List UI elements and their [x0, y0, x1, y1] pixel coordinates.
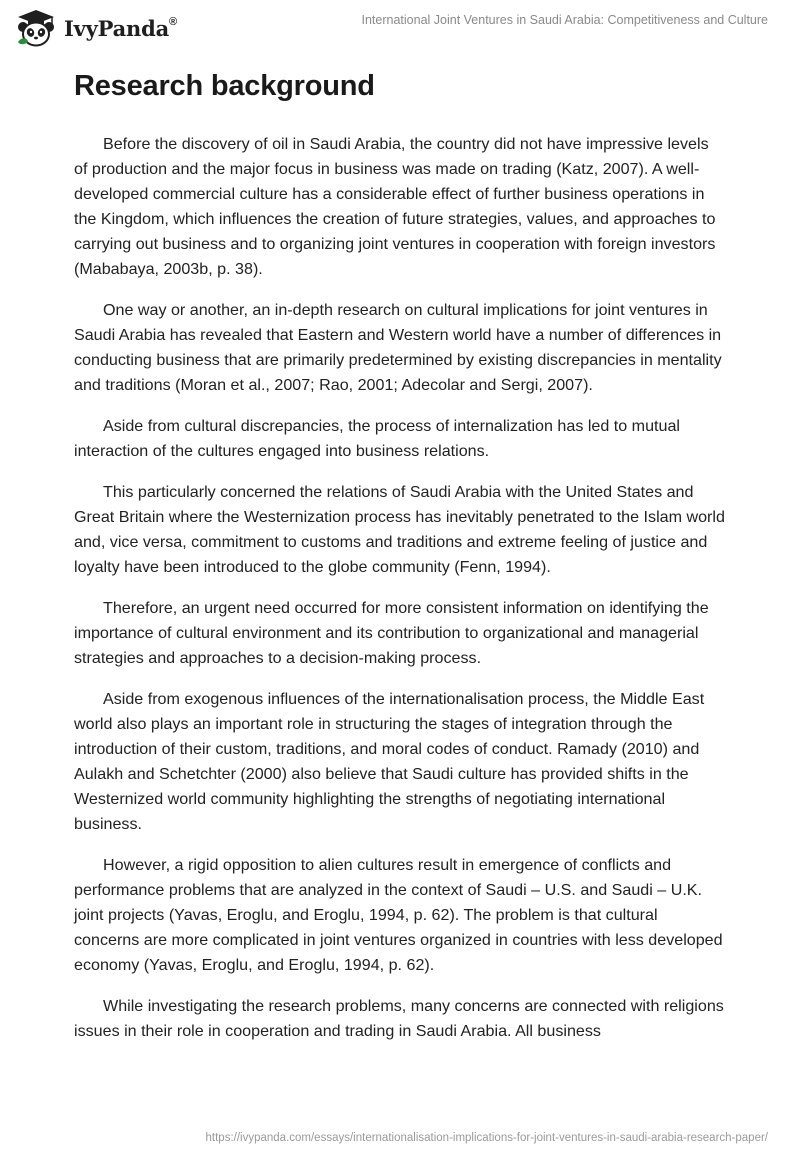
section-heading: Research background: [74, 70, 375, 102]
paragraph-1: Before the discovery of oil in Saudi Arabia, the country did not have impressive levels of production and the major focus in business was made on trading (Katz, 2007). A well-developed commercial culture has a considerable effect of further business operations in the Kingdom, which influences the creation of future strategies, values, and approaches to carrying out business and to organizing joint ventures in cooperation with foreign investors (Mababaya, 2003b, p. 38).: [74, 135, 716, 278]
brand-name: [64, 16, 177, 41]
paragraph-5: Therefore, an urgent need occurred for more consistent information on identifying the importance of cultural environment and its contribution to organizational and managerial strategies and approaches to a decision-making process.: [74, 599, 709, 667]
brand-name-text: IvyPanda: [64, 15, 170, 41]
article-body: [74, 132, 726, 1060]
paragraph-8: While investigating the research problems, many concerns are connected with religions issues in their role in cooperation and trading in Saudi Arabia. All business: [74, 997, 724, 1040]
panda-graduation-cap-icon: [14, 8, 58, 48]
document-title: International Joint Ventures in Saudi Arabia: Competitiveness and Culture: [361, 13, 768, 27]
paragraph-7: However, a rigid opposition to alien cultures result in emergence of conflicts and performance problems that are analyzed in the context of Saudi – U.S. and Saudi – U.K. joint projects (Yavas, Eroglu, and Eroglu, 1994, p. 62). The problem is that cultural concerns are more complicated in joint ventures organized in countries with less developed economy (Yavas, Eroglu, and Eroglu, 1994, p. 62).: [74, 856, 723, 974]
source-url[interactable]: https://ivypanda.com/essays/internationalisation-implications-for-joint-ventures-in-saudi-arabia-research-paper/: [205, 1132, 768, 1144]
page-header: [0, 0, 800, 60]
paragraph-4: This particularly concerned the relations of Saudi Arabia with the United States and Great Britain where the Westernization process has inevitably penetrated to the Islam world and, vice versa, commitment to customs and traditions and extreme feeling of justice and loyalty have been introduced to the globe community (Fenn, 1994).: [74, 483, 725, 576]
paragraph-3: Aside from cultural discrepancies, the process of internalization has led to mutual interaction of the cultures engaged into business relations.: [74, 417, 680, 460]
paragraph-2: One way or another, an in-depth research on cultural implications for joint ventures in Saudi Arabia has revealed that Eastern and Western world have a number of differences in conducting business that are primarily predetermined by existing discrepancies in mentality and traditions (Moran et al., 2007; Rao, 2001; Adecolar and Sergi, 2007).: [74, 301, 722, 394]
registered-mark: ®: [169, 15, 177, 28]
paragraph-6: Aside from exogenous influences of the internationalisation process, the Middle East world also plays an important role in structuring the stages of integration through the introduction of their custom, traditions, and moral codes of conduct. Ramady (2010) and Aulakh and Schetchter (2000) also believe that Saudi culture has provided shifts in the Westernized world community highlighting the strengths of negotiating international business.: [74, 690, 705, 833]
ivypanda-logo[interactable]: [14, 8, 177, 48]
